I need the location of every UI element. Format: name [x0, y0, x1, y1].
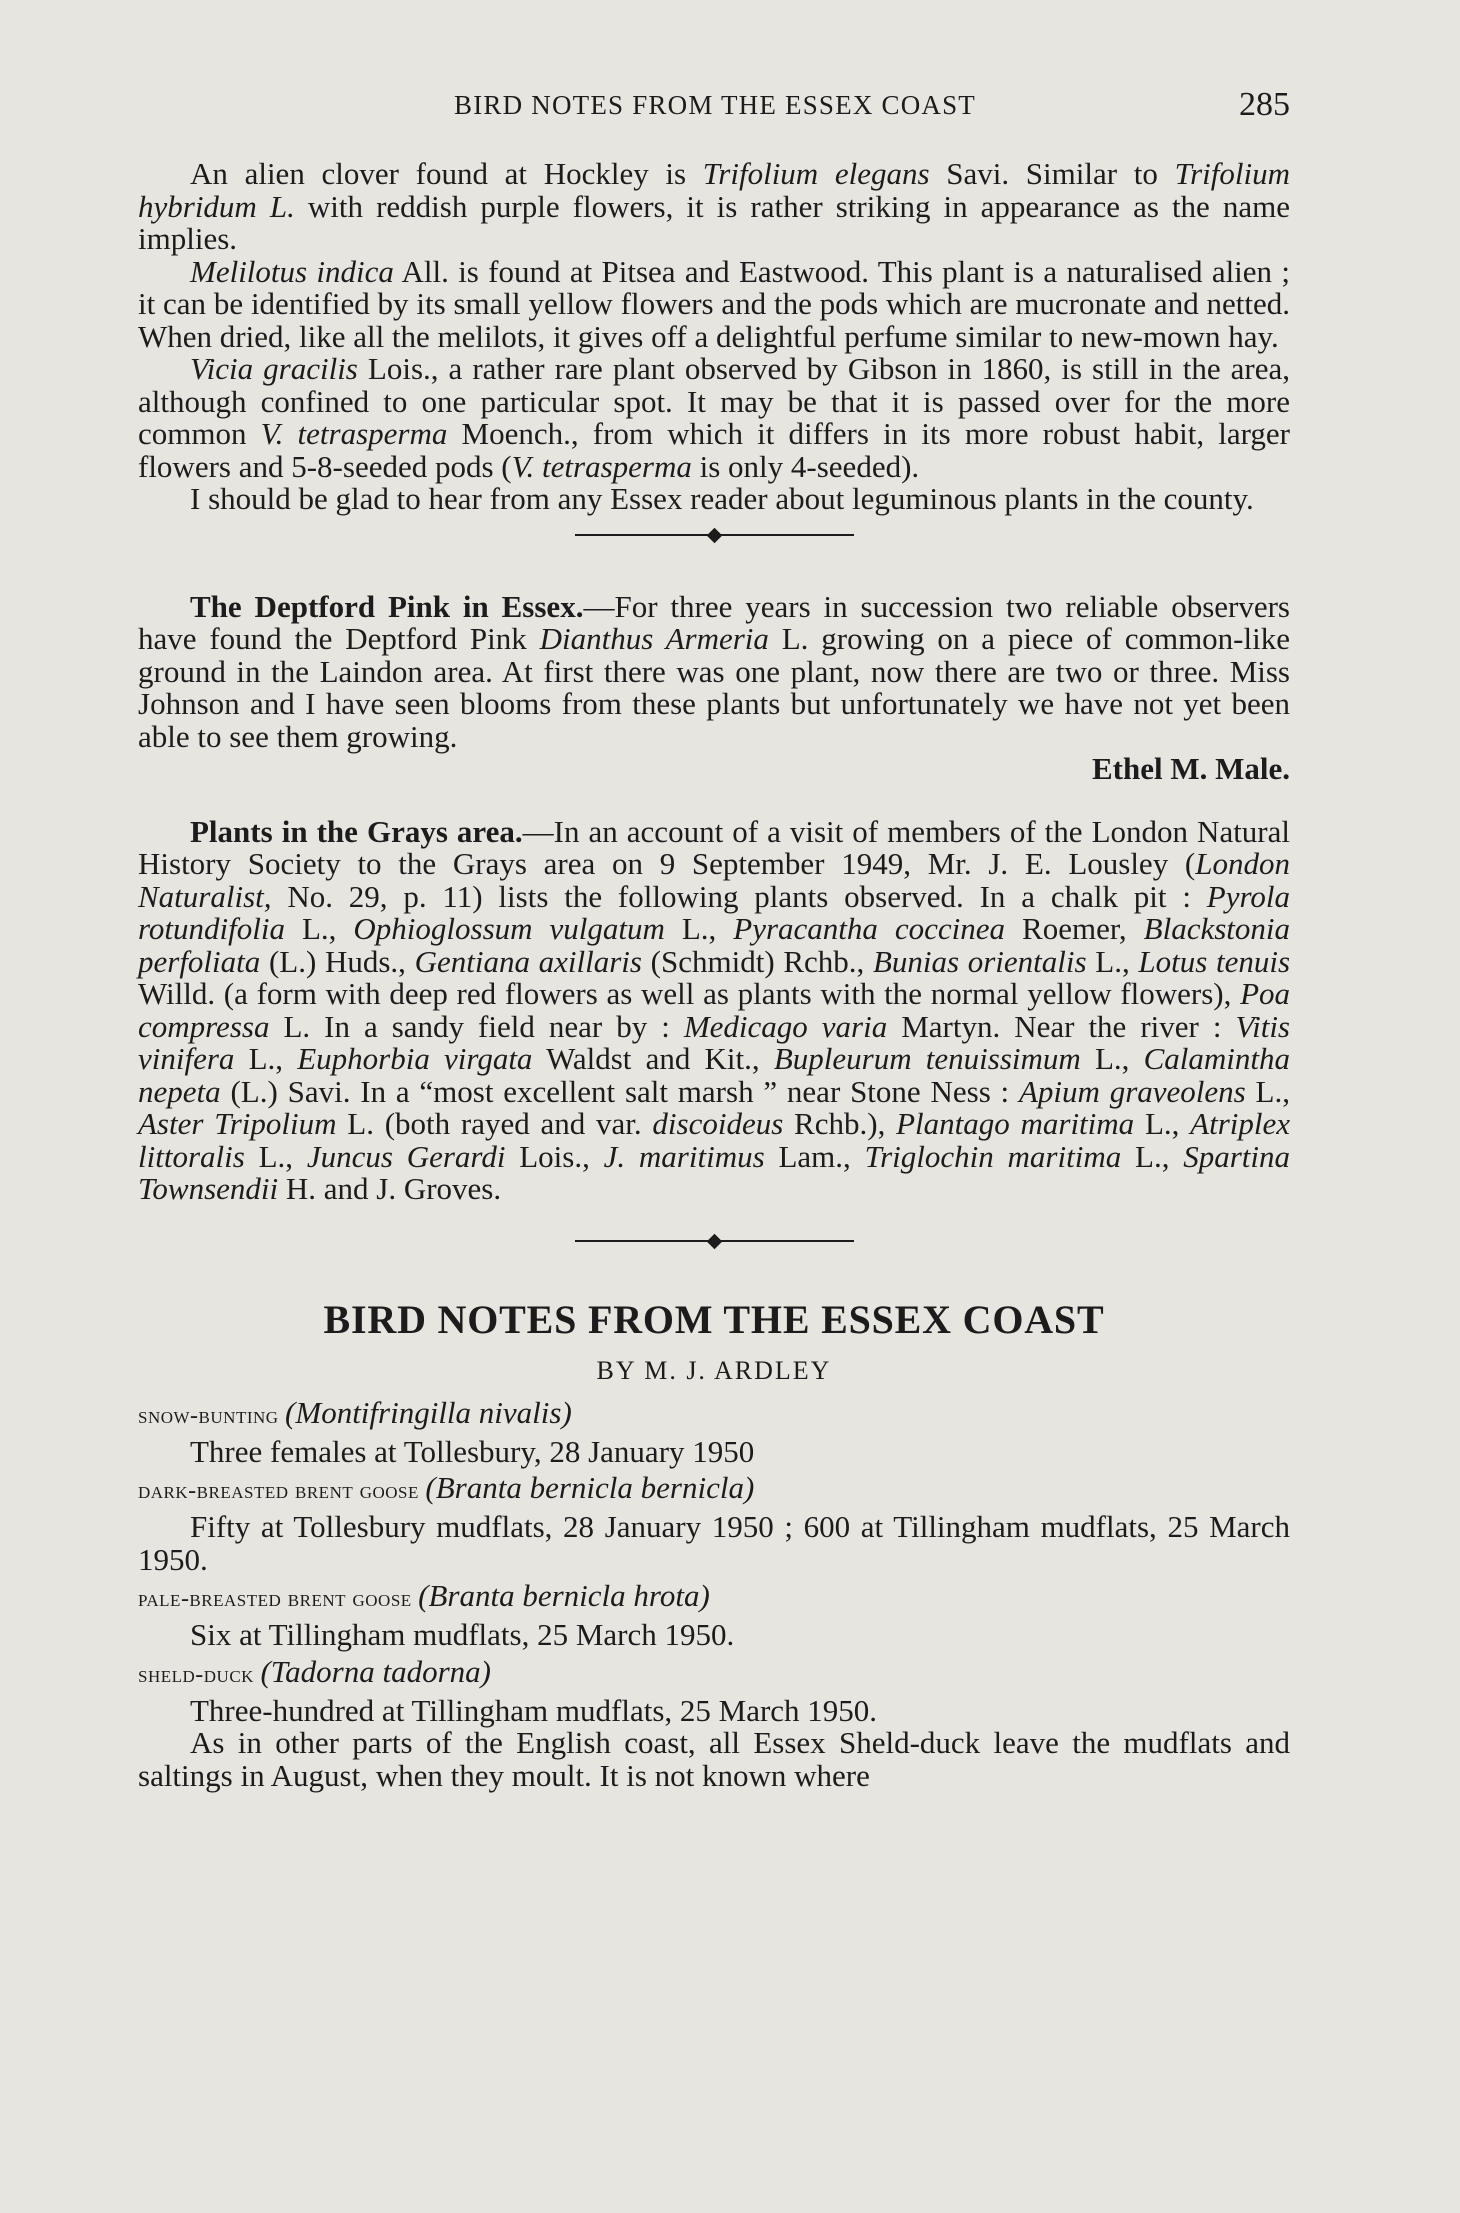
article-title: BIRD NOTES FROM THE ESSEX COAST — [323, 1296, 1105, 1342]
species-name: snow-bunting — [138, 1402, 279, 1429]
species-latin: (Branta bernicla hrota) — [418, 1578, 710, 1613]
species-record: Fifty at Tollesbury mudflats, 28 January 1950 ; 600 at Tillingham mudflats, 25 March 1950. — [138, 1509, 1290, 1577]
species-latin: (Branta bernicla bernicla) — [425, 1470, 755, 1505]
page-number: 285 — [1239, 86, 1290, 123]
species-entry — [138, 1576, 1290, 1652]
page-body — [138, 158, 1290, 1792]
section-divider — [138, 1236, 1290, 1247]
deptford-author: Ethel M. Male. — [1091, 751, 1290, 786]
melilotus-paragraph: Melilotus indica All. is found at Pitsea and Eastwood. This plant is a naturalised alien ; it can be identified by its small yellow flowers and the pods which are mucronate and netted. When dried, like all the melilots, it gives off a delightful perfume similar to new-mown hay. — [138, 253, 1290, 354]
deptford-title: The Deptford Pink in Essex. — [190, 588, 584, 624]
grays-paragraph: Plants in the Grays area.—In an account of a visit of members of the London Natural History Society to the Grays area on 9 September 1949, Mr. J. E. Lousley (London Naturalist, No. 29, p. 11) lists the following plants observed. In a chalk pit : Pyrola rotundifolia L., Ophioglossum vulgatum L., Pyracantha coccinea Roemer, Blackstonia perfoliata (L.) Huds., Gentiana axillaris (Schmidt) Rchb., Bunias orientalis L., Lotus tenuis Willd. (a form with deep red flowers as well as plants with the normal yellow flowers), Poa compressa L. In a sandy field near by : Medicago varia Martyn. Near the river : Vitis vinifera L., Euphorbia virgata Waldst and Kit., Bupleurum tenuissimum L., Calamintha nepeta (L.) Savi. In a “most excellent salt marsh ” near Stone Ness : Apium graveolens L., Aster Tripolium L. (both rayed and var. discoideus Rchb.), Plantago maritima L., Atriplex littoralis L., Juncus Gerardi Lois., J. maritimus Lam., Triglochin maritima L., Spartina Townsendii H. and J. Groves. — [138, 813, 1291, 1206]
deptford-paragraph: The Deptford Pink in Essex.—For three years in succession two reliable observers have found the Deptford Pink Dianthus Armeria L. growing on a piece of common-like ground in the Laindon area. At first there was one plant, now there are two or three. Miss Johnson and I have seen blooms from these plants but unfortunately we have not yet been able to see them growing. — [138, 588, 1290, 754]
species-record: Three females at Tollesbury, 28 January 1950 — [190, 1433, 755, 1469]
species-entry — [138, 1393, 1290, 1469]
running-title: BIRD NOTES FROM THE ESSEX COAST — [453, 90, 976, 120]
species-latin: (Montifringilla nivalis) — [285, 1394, 572, 1430]
species-record: Six at Tillingham mudflats, 25 March 1950. — [190, 1617, 735, 1652]
grays-title: Plants in the Grays area. — [190, 813, 523, 849]
vicia-paragraph: Vicia gracilis Lois., a rather rare plant observed by Gibson in 1860, is still in the area, although confined to one particular spot. It may be that it is passed over for the more common V. tetrasperma Moench., from which it differs in its more robust habit, larger flowers and 5-8-seeded pods (V. tetrasperma is only 4-seeded). — [138, 351, 1290, 484]
species-name: sheld-duck — [138, 1661, 254, 1688]
article-byline: BY M. J. ARDLEY — [596, 1355, 832, 1385]
species-entry — [138, 1468, 1290, 1576]
section-divider — [138, 530, 1290, 541]
appeal-paragraph: I should be glad to hear from any Essex reader about leguminous plants in the county. — [190, 481, 1254, 516]
species-record: Three-hundred at Tillingham mudflats, 25 March 1950. — [190, 1692, 878, 1728]
species-name: dark-breasted brent goose — [138, 1478, 419, 1504]
species-name: pale-breasted brent goose — [138, 1586, 412, 1612]
closing-paragraph: As in other parts of the English coast, all Essex Sheld-duck leave the mudflats and saltings in August, when they moult. It is not known where — [138, 1725, 1290, 1793]
species-latin: (Tadorna tadorna) — [260, 1653, 491, 1689]
running-head — [140, 86, 1290, 130]
species-entry — [138, 1652, 1290, 1728]
clover-paragraph: An alien clover found at Hockley is Trifolium elegans Savi. Similar to Trifolium hybridum L. with reddish purple flowers, it is rather striking in appearance as the name implies. — [138, 156, 1290, 256]
